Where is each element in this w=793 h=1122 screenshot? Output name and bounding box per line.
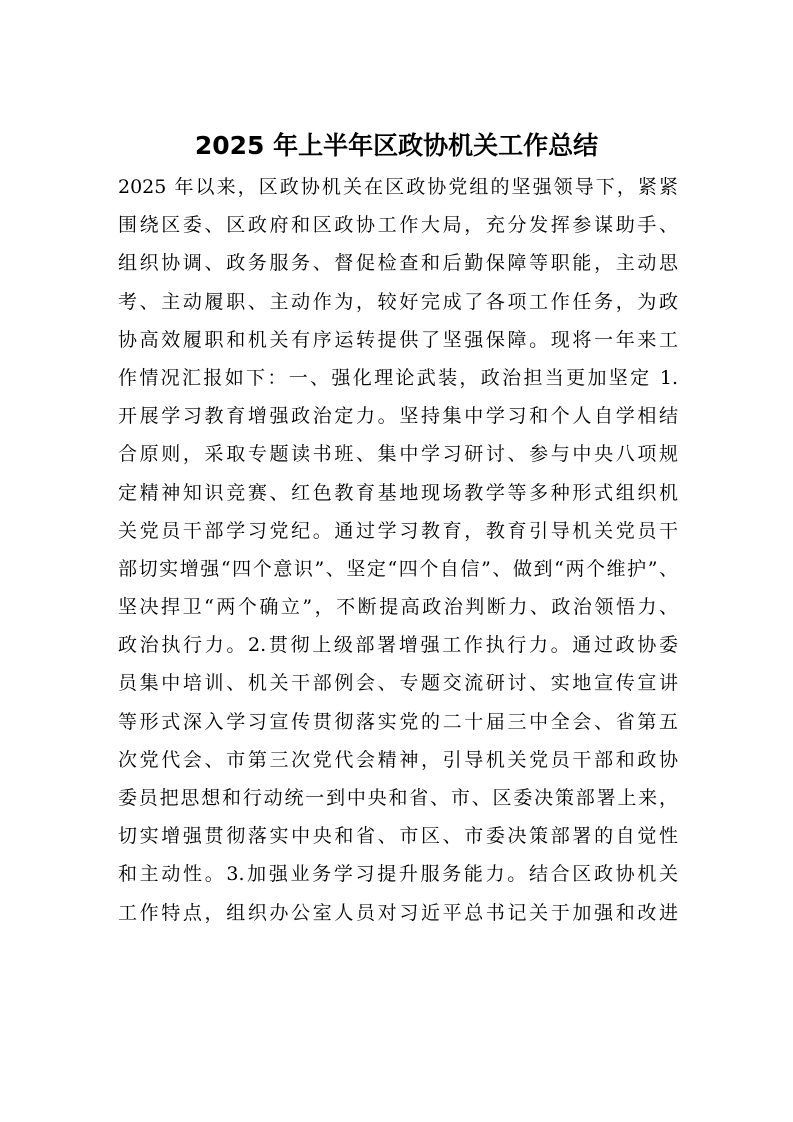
body-line: 等形式深入学习宣传贯彻落实党的二十届三中全会、省第五 xyxy=(118,710,678,733)
body-line: 坚决捍卫“两个确立”，不断提高政治判断力、政治领悟力、 xyxy=(118,596,678,619)
body-line: 围绕区委、区政府和区政协工作大局，充分发挥参谋助手、 xyxy=(118,214,678,237)
body-line: 2025 年以来，区政协机关在区政协党组的坚强领导下，紧紧 xyxy=(118,176,678,198)
body-line: 开展学习教育增强政治定力。坚持集中学习和个人自学相结 xyxy=(118,405,678,428)
body-line: 委员把思想和行动统一到中央和省、市、区委决策部署上来， xyxy=(118,787,678,809)
body-line: 切实增强贯彻落实中央和省、市区、市委决策部署的自觉性 xyxy=(118,825,678,848)
body-line: 工作特点，组织办公室人员对习近平总书记关于加强和改进 xyxy=(118,901,678,924)
body-line: 次党代会、市第三次党代会精神，引导机关党员干部和政协 xyxy=(118,748,678,771)
body-line: 定精神知识竞赛、红色教育基地现场教学等多种形式组织机 xyxy=(118,481,678,504)
body-line: 组织协调、政务服务、督促检查和后勤保障等职能，主动思 xyxy=(118,252,678,275)
document-body xyxy=(118,168,678,932)
body-line: 合原则，采取专题读书班、集中学习研讨、参与中央八项规 xyxy=(118,443,678,466)
body-line: 协高效履职和机关有序运转提供了坚强保障。现将一年来工 xyxy=(118,328,678,351)
body-line: 关党员干部学习党纪。通过学习教育，教育引导机关党员干 xyxy=(118,519,678,542)
body-line: 考、主动履职、主动作为，较好完成了各项工作任务，为政 xyxy=(118,290,678,313)
body-line: 员集中培训、机关干部例会、专题交流研讨、实地宣传宣讲 xyxy=(118,672,678,695)
body-line: 作情况汇报如下：一、强化理论武装，政治担当更加坚定 1. xyxy=(118,366,678,389)
document-title: 2025 年上半年区政协机关工作总结 xyxy=(194,131,599,160)
body-line: 和主动性。3.加强业务学习提升服务能力。结合区政协机关 xyxy=(118,863,678,886)
body-line: 政治执行力。2.贯彻上级部署增强工作执行力。通过政协委 xyxy=(118,634,678,657)
body-line: 部切实增强“四个意识”、坚定“四个自信”、做到“两个维护”、 xyxy=(118,557,678,580)
